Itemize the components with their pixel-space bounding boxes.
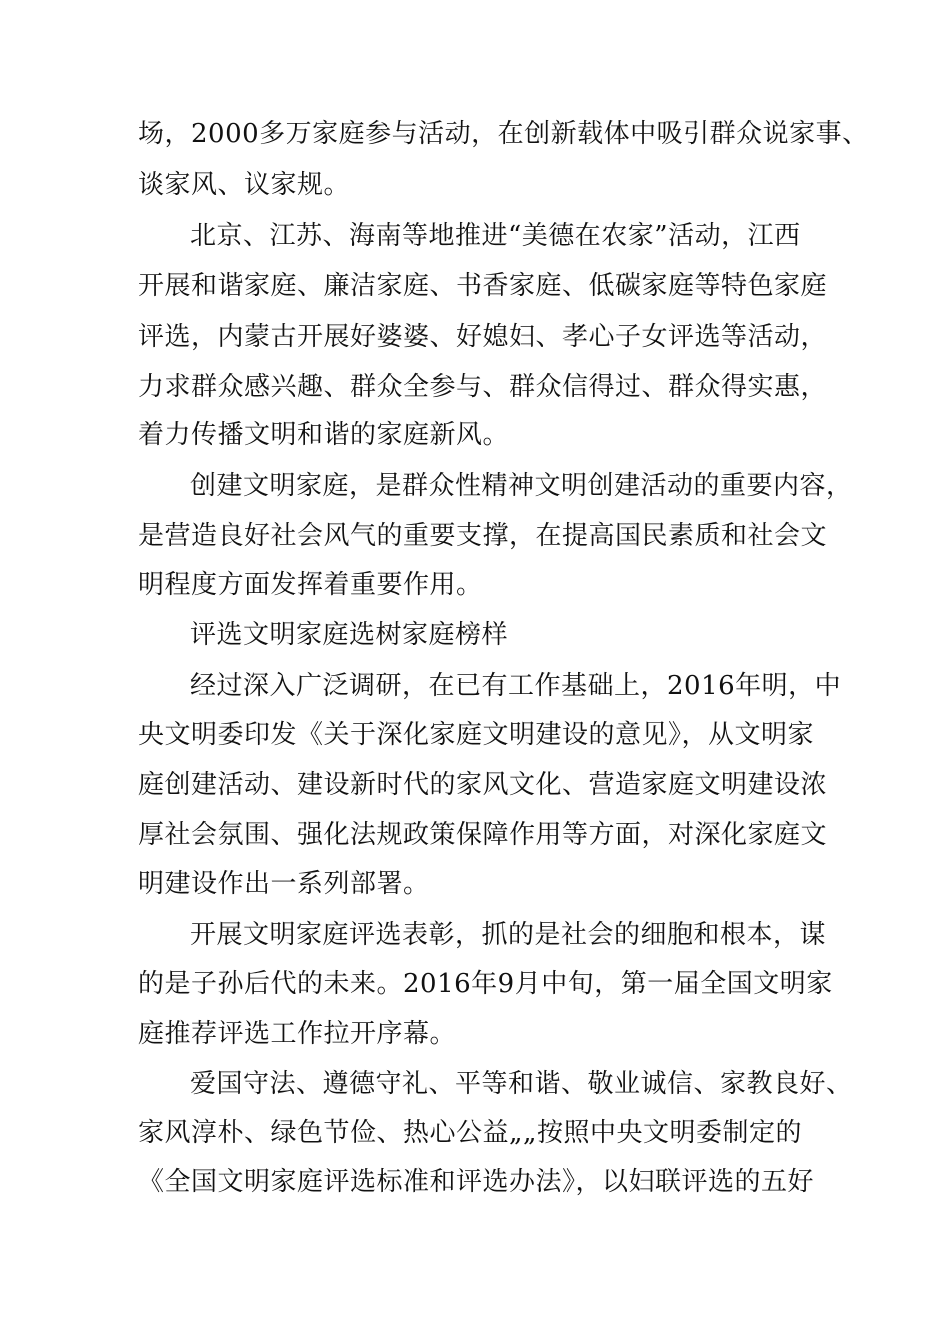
text-line: 央文明委印发《关于深化家庭文明建设的意见》，从文明家 [138,720,815,750]
text-line: 庭推荐评选工作拉开序幕。 [138,1019,457,1049]
paragraph-first-line: 开展文明家庭评选表彰，抓的是社会的细胞和根本，谋 [190,920,827,950]
text-line: 力求群众感兴趣、群众全参与、群众信得过、群众得实惠， [138,372,828,402]
text-line: 明程度方面发挥着重要作用。 [138,570,483,600]
text-line: 开展和谐家庭、廉洁家庭、书香家庭、低碳家庭等特色家庭 [138,271,828,301]
text-line: 《全国文明家庭评选标准和评选办法》，以妇联评选的五好 [138,1167,815,1197]
paragraph-first-line: 爱国守法、遵德守礼、平等和谐、敬业诚信、家教良好、 [190,1069,853,1099]
text-line: 明建设作出一系列部署。 [138,869,430,899]
paragraph-first-line: 创建文明家庭，是群众性精神文明创建活动的重要内容， [190,471,853,501]
text-line: 的是子孙后代的未来。2016年9月中旬，第一届全国文明家 [138,969,833,999]
text-line: 着力传播文明和谐的家庭新风。 [138,420,510,450]
paragraph-first-line: 北京、江苏、海南等地推进“美德在农家”活动，江西 [190,221,801,251]
paragraph-first-line: 经过深入广泛调研，在已有工作基础上，2016年明，中 [190,671,842,701]
text-line: 谈家风、议家规。 [138,170,351,200]
text-line: 评选，内蒙古开展好婆婆、好媳妇、孝心子女评选等活动， [138,322,828,352]
section-heading: 评选文明家庭选树家庭榜样 [190,620,509,650]
text-line: 场，2000多万家庭参与活动，在创新载体中吸引群众说家事、 [138,119,869,149]
text-line: 家风淳朴、绿色节俭、热心公益„„按照中央文明委制定的 [138,1118,802,1148]
text-line: 是营造良好社会风气的重要支撑，在提高国民素质和社会文 [138,521,828,551]
text-line: 厚社会氛围、强化法规政策保障作用等方面，对深化家庭文 [138,820,828,850]
text-line: 庭创建活动、建设新时代的家风文化、营造家庭文明建设浓 [138,770,828,800]
